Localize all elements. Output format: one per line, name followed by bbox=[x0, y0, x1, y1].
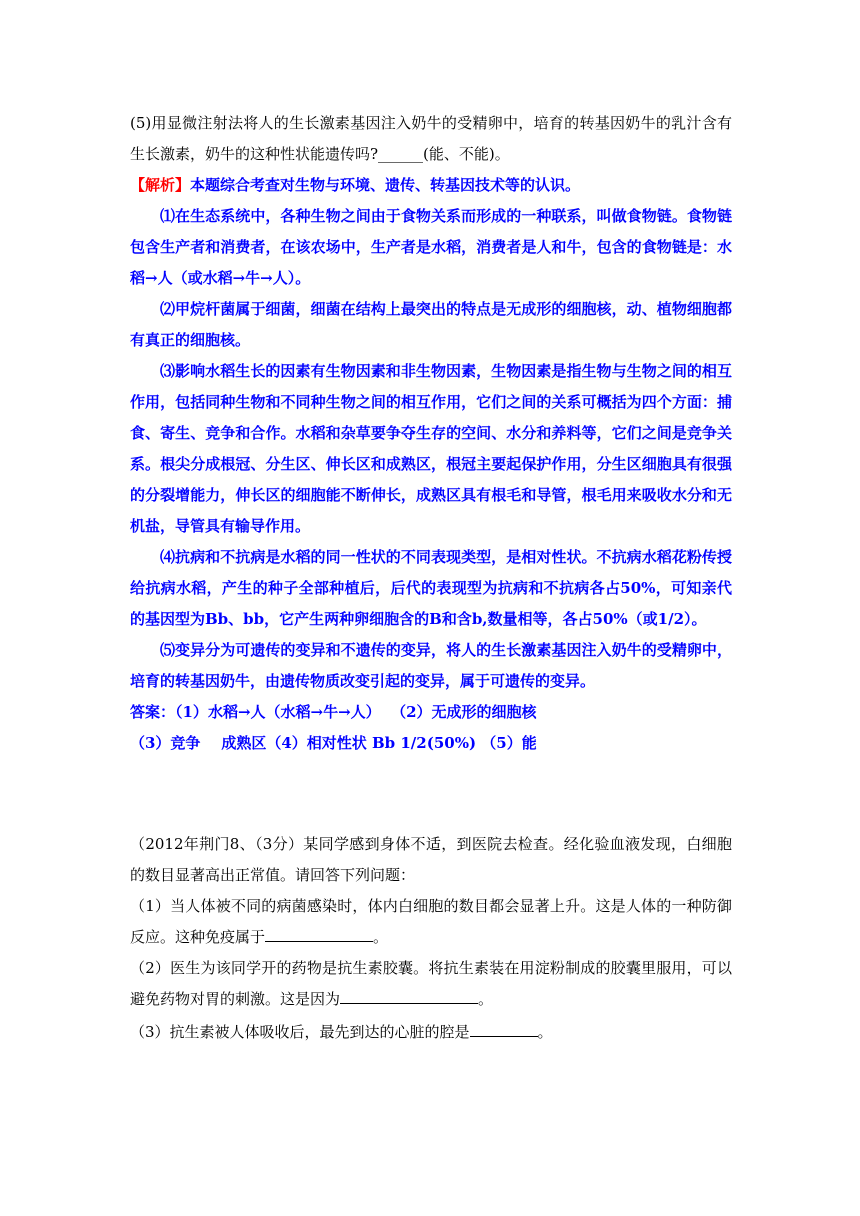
question-2-sub-3 bbox=[130, 1017, 732, 1048]
sub-2-end: 。 bbox=[478, 990, 494, 1008]
answer-line-1: 答案：（1）水稻→人（水稻→牛→人） （2）无成形的细胞核 bbox=[130, 703, 537, 721]
analysis-intro-text: 本题综合考查对生物与环境、遗传、转基因技术等的认识。 bbox=[190, 176, 581, 194]
sub-1-text: （1）当人体被不同的病菌感染时，体内白细胞的数目都会显著上升。这是人体的一种防御反应。这种免疫属于 bbox=[130, 897, 732, 946]
question-5: (5)用显微注射法将人的生长激素基因注入奶牛的受精卵中，培育的转基因奶牛的乳汁含有生长激素，奶牛的这种性状能遗传吗?______(能、不能)。 bbox=[130, 114, 732, 163]
answer-blank-3[interactable] bbox=[470, 1020, 538, 1037]
answer-blank-2[interactable] bbox=[340, 987, 478, 1004]
analysis-point-3: ⑶影响水稻生长的因素有生物因素和非生物因素，生物因素是指生物与生物之间的相互作用，包括同种生物和不同种生物之间的相互作用，它们之间的关系可概括为四个方面：捕食、寄生、竞争和合作。水稻和杂草要争夺生存的空间、水分和养料等，它们之间是竞争关系。根尖分成根冠、分生区、伸长区和成熟区，根冠主要起保护作用，分生区细胞具有很强的分裂增能力，伸长区的细胞能不断伸长，成熟区具有根毛和导管，根毛用来吸收水分和无机盐，导管具有输导作用。 bbox=[130, 362, 732, 535]
document-content bbox=[130, 108, 732, 1048]
answer-line-2: （3）竞争 成熟区（4）相对性状 Bb 1/2(50%) （5）能 bbox=[130, 734, 537, 752]
sub-2-text: （2）医生为该同学开的药物是抗生素胶囊。将抗生素装在用淀粉制成的胶囊里服用，可以避免药物对胃的刺激。这是因为 bbox=[130, 959, 732, 1008]
analysis-point-5: ⑸变异分为可遗传的变异和不遗传的变异，将人的生长激素基因注入奶牛的受精卵中，培育的转基因奶牛，由遗传物质改变引起的变异，属于可遗传的变异。 bbox=[130, 641, 732, 690]
sub-3-text: （3）抗生素被人体吸收后，最先到达的心脏的腔是 bbox=[130, 1023, 470, 1041]
analysis-point-2: ⑵甲烷杆菌属于细菌，细菌在结构上最突出的特点是无成形的细胞核，动、植物细胞都有真正的细胞核。 bbox=[130, 300, 732, 349]
analysis-label: 【解析】 bbox=[130, 176, 191, 194]
answer-blank-1[interactable] bbox=[265, 925, 373, 942]
question-2-stem: （2012年荆门8、（3分）某同学感到身体不适，到医院去检查。经化验血液发现，白细胞的数目显著高出正常值。请回答下列问题： bbox=[130, 835, 732, 884]
analysis-point-4: ⑷抗病和不抗病是水稻的同一性状的不同表现类型，是相对性状。不抗病水稻花粉传授给抗病水稻，产生的种子全部种植后，后代的表现型为抗病和不抗病各占50%，可知亲代的基因型为Bb、bb，它产生两种卵细胞含的B和含b,数量相等，各占50%（或1/2）。 bbox=[130, 548, 732, 628]
question-2-sub-1 bbox=[130, 891, 732, 953]
sub-3-end: 。 bbox=[537, 1023, 553, 1041]
spacer bbox=[130, 759, 732, 829]
analysis-intro bbox=[130, 170, 732, 201]
question-2-sub-2 bbox=[130, 953, 732, 1015]
sub-1-end: 。 bbox=[373, 928, 389, 946]
analysis-point-1: ⑴在生态系统中，各种生物之间由于食物关系而形成的一种联系，叫做食物链。食物链包含生产者和消费者，在该农场中，生产者是水稻，消费者是人和牛，包含的食物链是：水稻→人（或水稻→牛→人）。 bbox=[130, 207, 732, 287]
